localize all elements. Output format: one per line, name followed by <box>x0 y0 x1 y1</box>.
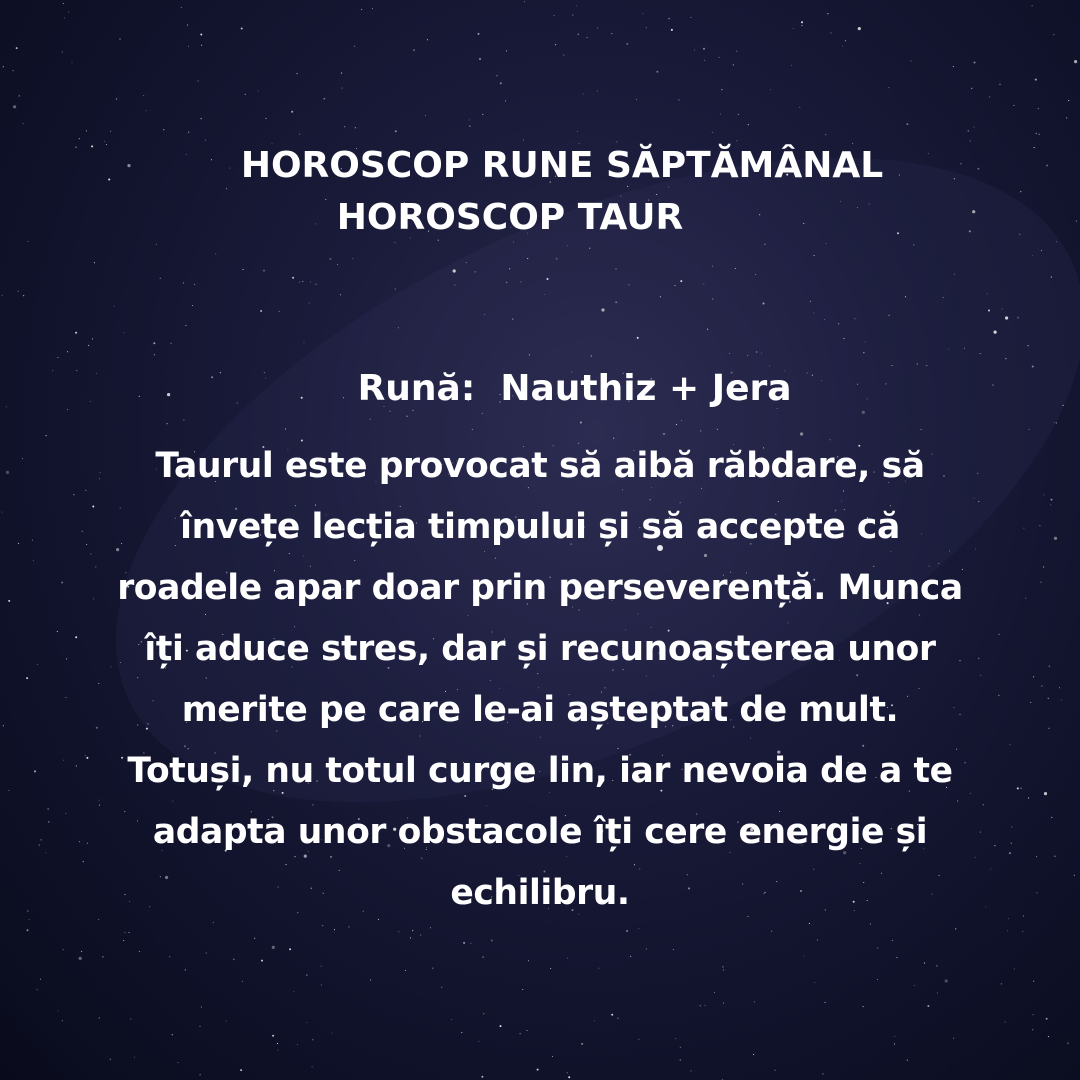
description-line: Totuși, nu totul curge lin, iar nevoia de a te <box>127 751 953 791</box>
description-line: merite pe care le-ai așteptat de mult. <box>181 690 899 730</box>
description-line: echilibru. <box>450 873 630 913</box>
page-subtitle: HOROSCOP TAUR <box>336 197 684 238</box>
page-title: HOROSCOP RUNE SĂPTĂMÂNAL <box>240 145 884 186</box>
description-line: îți aduce stres, dar și recunoașterea unor <box>144 629 936 669</box>
description-line: învețe lecția timpului și să accepte că <box>180 507 900 547</box>
horoscope-description <box>30 436 1050 924</box>
description-line: roadele apar doar prin perseverență. Munca <box>117 568 963 608</box>
description-line: Taurul este provocat să aibă răbdare, să <box>155 446 925 486</box>
rune-value: Nauthiz + Jera <box>500 368 792 409</box>
rune-label: Rună: <box>357 368 476 409</box>
description-line: adapta unor obstacole îți cere energie și <box>152 812 928 852</box>
